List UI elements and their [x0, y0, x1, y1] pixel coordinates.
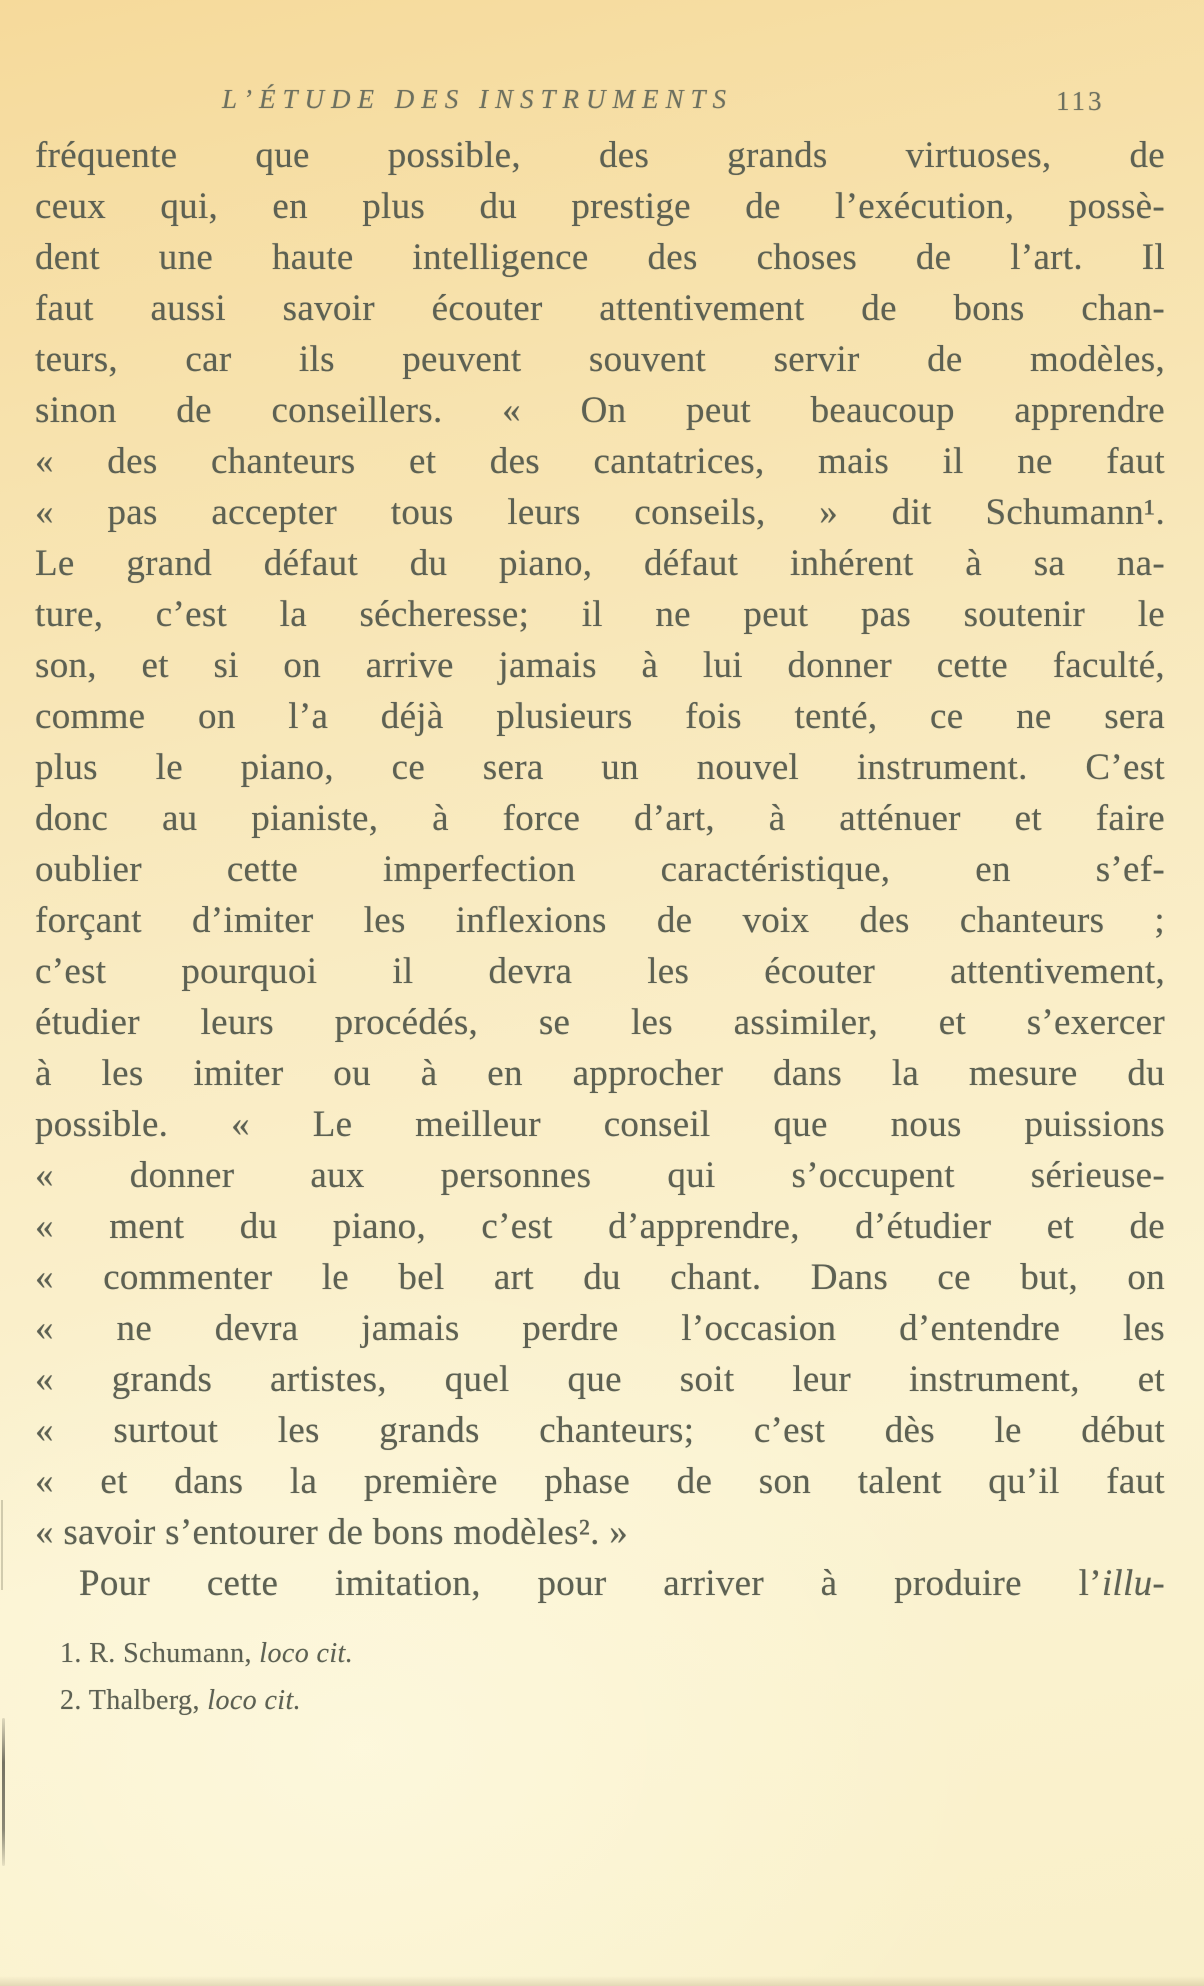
paragraph-italic-word: illu	[1101, 1563, 1153, 1604]
text-line: Le grand défaut du piano, défaut inhérent à sa na-	[35, 543, 1165, 584]
paragraph-hyphen: -	[1152, 1563, 1165, 1604]
body-text	[35, 130, 1165, 1609]
paragraph-text: Pour cette imitation, pour arriver à produire l’	[79, 1563, 1102, 1604]
text-line: comme on l’a déjà plusieurs fois tenté, ce ne sera	[35, 696, 1165, 737]
text-line: oublier cette imperfection caractéristique, en s’ef-	[35, 849, 1165, 890]
text-line: faut aussi savoir écouter attentivement de bons chan-	[35, 288, 1165, 329]
running-head: L’ÉTUDE DES INSTRUMENTS	[222, 84, 734, 114]
footnote-2-text: 2. Thalberg,	[60, 1685, 208, 1716]
book-edge-mark-faint	[1, 1500, 3, 1590]
text-line: fréquente que possible, des grands virtuoses, de	[35, 135, 1165, 176]
text-line: plus le piano, ce sera un nouvel instrument. C’est	[35, 747, 1165, 788]
footnote-1-citation: loco cit.	[259, 1638, 354, 1669]
text-line: « grands artistes, quel que soit leur instrument, et	[35, 1359, 1165, 1400]
text-line: « ment du piano, c’est d’apprendre, d’étudier et de	[35, 1206, 1165, 1247]
text-line: donc au pianiste, à force d’art, à atténuer et faire	[35, 798, 1165, 839]
footnote-2	[60, 1677, 1160, 1724]
text-line: c’est pourquoi il devra les écouter attentivement,	[35, 951, 1165, 992]
footnote-1-text: 1. R. Schumann,	[60, 1638, 260, 1669]
text-line: dent une haute intelligence des choses de l’art. Il	[35, 237, 1165, 278]
text-line: ture, c’est la sécheresse; il ne peut pas soutenir le	[35, 594, 1165, 635]
text-line: à les imiter ou à en approcher dans la mesure du	[35, 1053, 1165, 1094]
text-line: possible. « Le meilleur conseil que nous puissions	[35, 1104, 1165, 1145]
text-line: ceux qui, en plus du prestige de l’exécution, possè-	[35, 186, 1165, 227]
text-line: « surtout les grands chanteurs; c’est dès le début	[35, 1410, 1165, 1451]
text-line: « pas accepter tous leurs conseils, » dit Schumann¹.	[35, 492, 1165, 533]
footnote-1	[60, 1630, 1160, 1677]
text-line: « donner aux personnes qui s’occupent sérieuse-	[35, 1155, 1165, 1196]
paragraph-opening-line	[35, 1558, 1165, 1609]
text-line: « et dans la première phase de son talent qu’il faut	[35, 1461, 1165, 1502]
page-number: 113	[1056, 86, 1105, 116]
text-line: sinon de conseillers. « On peut beaucoup apprendre	[35, 390, 1165, 431]
text-line: son, et si on arrive jamais à lui donner cette faculté,	[35, 645, 1165, 686]
text-line: étudier leurs procédés, se les assimiler, et s’exercer	[35, 1002, 1165, 1043]
text-line-quote-end: « savoir s’entourer de bons modèles². »	[35, 1512, 629, 1553]
text-line: teurs, car ils peuvent souvent servir de modèles,	[35, 339, 1165, 380]
book-edge-mark	[2, 1718, 5, 1866]
text-line: « des chanteurs et des cantatrices, mais il ne faut	[35, 441, 1165, 482]
footnotes-section	[60, 1630, 1160, 1724]
text-line: forçant d’imiter les inflexions de voix des chanteurs ;	[35, 900, 1165, 941]
text-line: « commenter le bel art du chant. Dans ce but, on	[35, 1257, 1165, 1298]
text-line: « ne devra jamais perdre l’occasion d’entendre les	[35, 1308, 1165, 1349]
footnote-2-citation: loco cit.	[207, 1685, 302, 1716]
